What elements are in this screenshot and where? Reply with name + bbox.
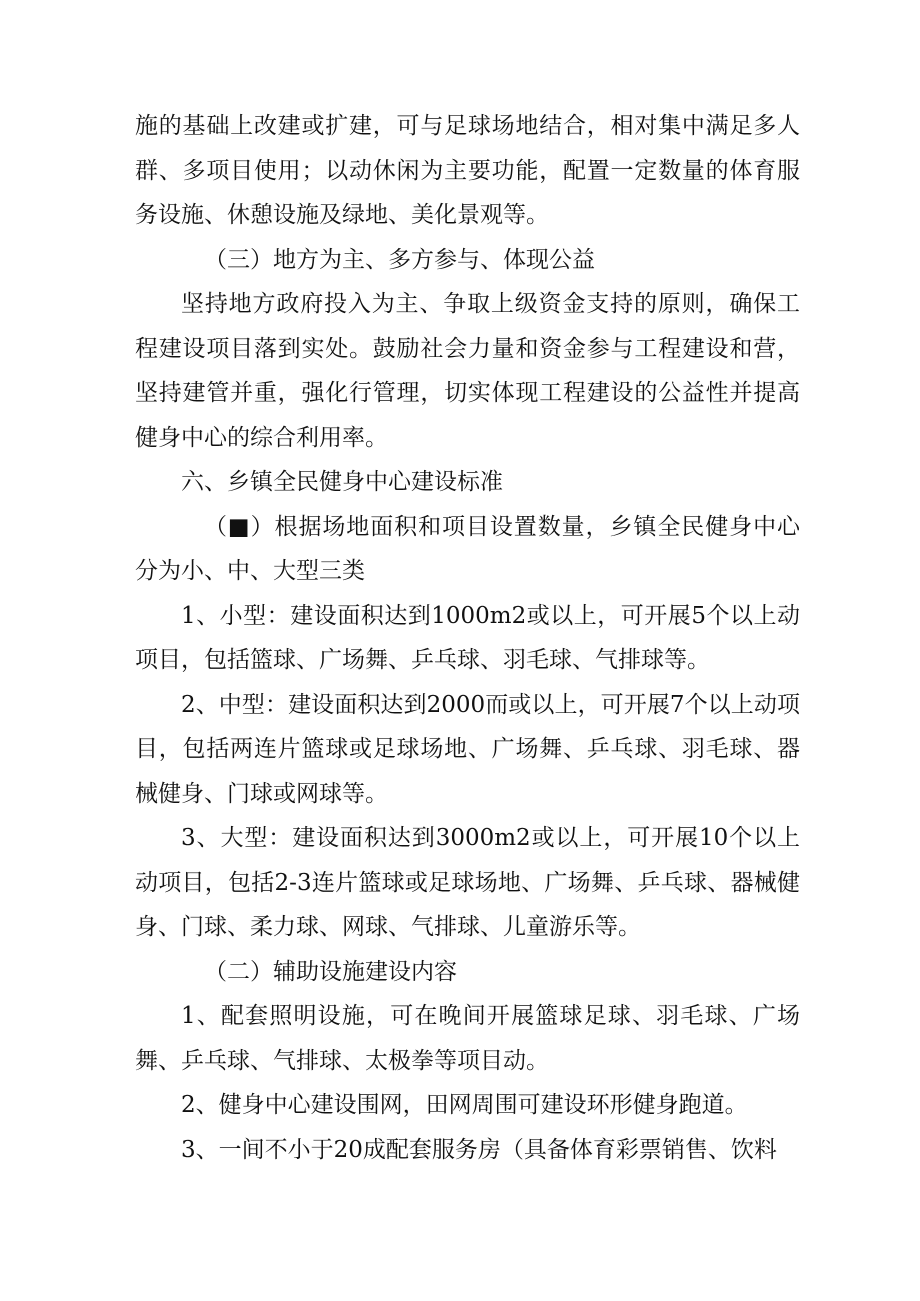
- document-body: [135, 104, 800, 1172]
- chapter-heading: 六、乡镇全民健身中心建设标准: [181, 469, 503, 495]
- section-heading: （二）辅助设施建设内容: [204, 958, 457, 985]
- body-paragraph: 坚持地方政府投入为主、争取上级资金支持的原则，确保工程建设项目落到实处。鼓励社会力量和资金参与工程建设和营，坚持建管并重，强化行管理，切实体现工程建设的公益性并提高健身中心的综合利用率。: [135, 291, 800, 451]
- list-item: 2、健身中心建设围网，田网周围可建设环形健身跑道。: [181, 1092, 748, 1118]
- section-heading: （■）根据场地面积和项目设置数量，乡镇全民健身中心分为小、中、大型三类: [135, 513, 800, 584]
- list-item: 3、一间不小于20成配套服务房（具备体育彩票销售、饮料: [181, 1136, 777, 1163]
- list-item: 1、小型：建设面积达到1000m2或以上，可开展5个以上动项目，包括篮球、广场舞、乒乓球、羽毛球、气排球等。: [135, 602, 800, 673]
- list-item: 1、配套照明设施，可在晚间开展篮球足球、羽毛球、广场舞、乒乓球、气排球、太极拳等项目动。: [135, 1003, 800, 1074]
- section-heading: （三）地方为主、多方参与、体现公益: [204, 246, 595, 273]
- list-item: 3、大型：建设面积达到3000m2或以上，可开展10个以上动项目，包括2-3连片篮球或足球场地、广场舞、乒乓球、器械健身、门球、柔力球、网球、气排球、儿童游乐等。: [135, 825, 800, 940]
- body-paragraph: 施的基础上改建或扩建，可与足球场地结合，相对集中满足多人群、多项目使用；以动休闲为主要功能，配置一定数量的体育服务设施、休憩设施及绿地、美化景观等。: [135, 113, 800, 228]
- list-item: 2、中型：建设面积达到2000而或以上，可开展7个以上动项目，包括两连片篮球或足球场地、广场舞、乒乓球、羽毛球、器械健身、门球或网球等。: [135, 691, 800, 807]
